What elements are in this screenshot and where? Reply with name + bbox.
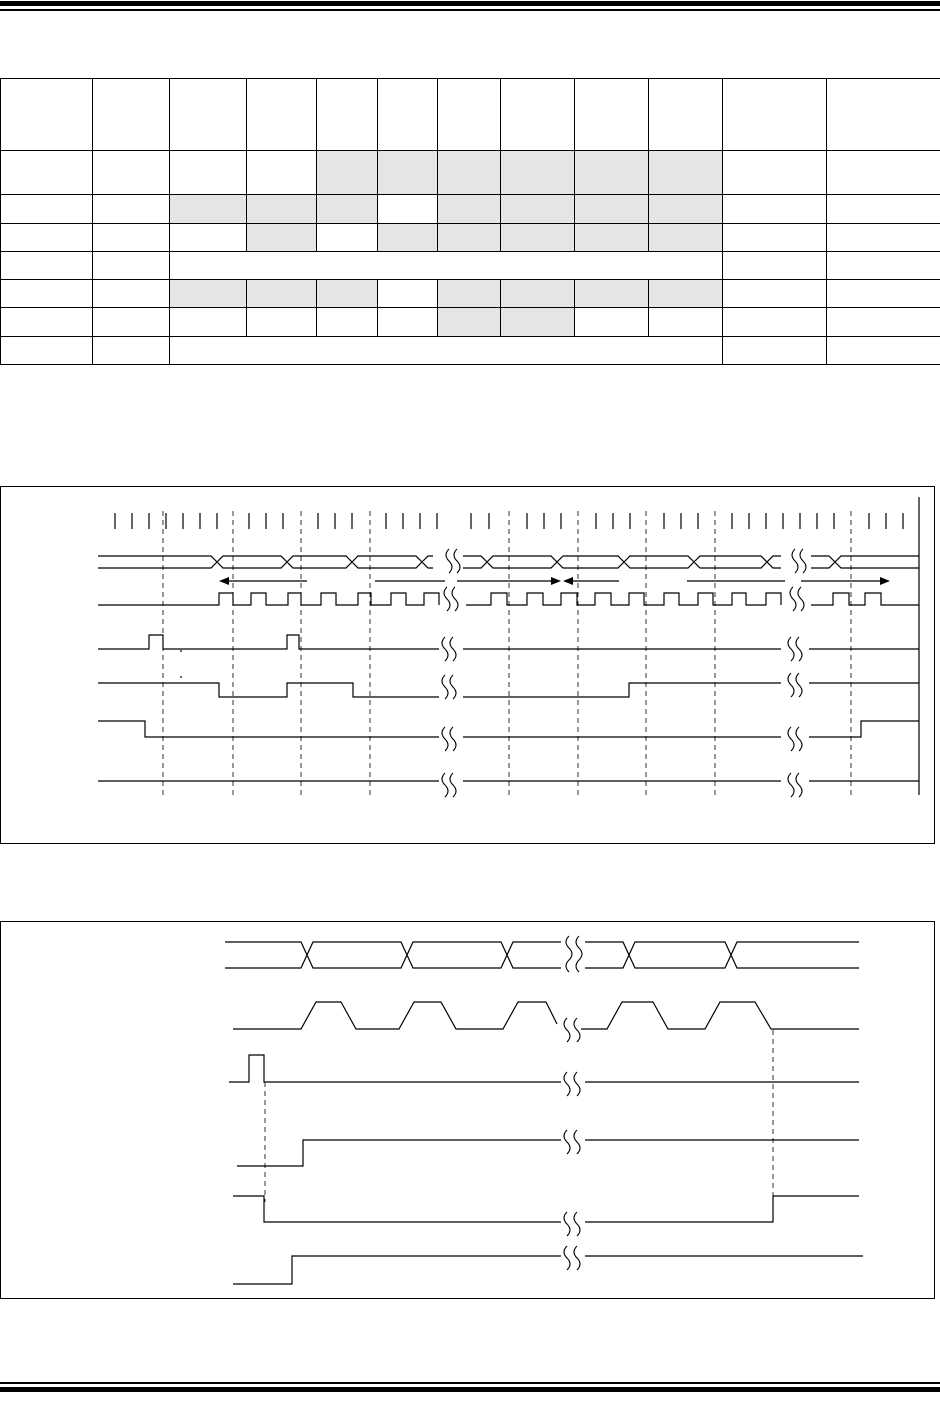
arrow-right-head-2 [880,577,890,585]
bus-signal [225,942,859,968]
table-header-row [1,79,940,151]
clock-signal [233,1002,859,1029]
dashed-guides [163,511,851,797]
header-rule-thick [0,1,940,6]
timing-diagram-2-svg [1,922,936,1300]
pulse-signal [229,1055,859,1082]
frame-signal [233,1196,859,1222]
header-rule-thin [0,9,940,11]
table-row [1,252,940,280]
break-mark-2 [788,549,806,797]
dot-mark [180,650,182,652]
footer-rule-thick [0,1387,940,1392]
table-row [1,224,940,252]
table-row [1,280,940,308]
step-signal [237,1140,859,1166]
enable-signal [98,683,919,697]
break-mark-1 [442,549,460,797]
arrow-left-head-1 [219,577,229,585]
dashed-guides [265,1030,773,1202]
dot-mark [180,676,182,678]
arrow-left-head-2 [563,577,573,585]
late-step-signal [233,1256,863,1284]
table-row [1,308,940,337]
timing-diagram-1-svg [1,487,936,845]
arrow-right-head-1 [551,577,561,585]
break-mark-figure-2 [564,936,582,1270]
table-row [1,151,940,195]
timing-diagram-2 [0,921,935,1299]
timing-diagram-1 [0,486,935,844]
register-summary-table [0,78,940,365]
footer-rule-thin [0,1382,940,1384]
table-row [1,195,940,224]
table-row [1,337,940,365]
